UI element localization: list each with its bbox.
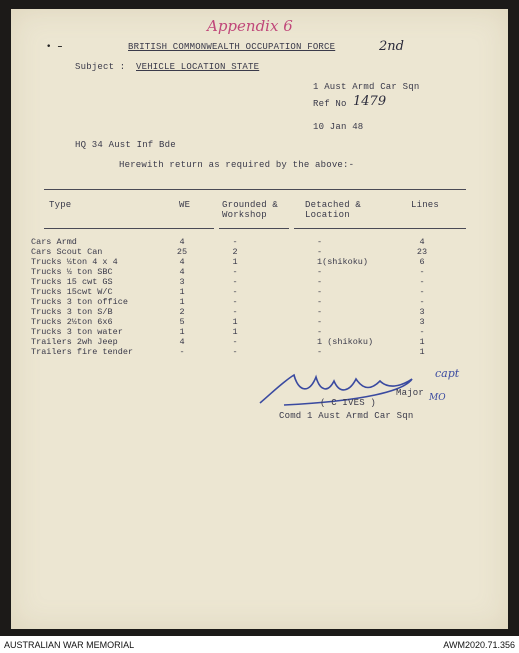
archive-footer (0, 636, 519, 653)
row-9-type: Trucks 2½ton 6x6 (31, 317, 113, 327)
detached-column (317, 237, 373, 357)
row-7-we: 1 (179, 297, 185, 307)
header-grounded-1: Grounded & (222, 200, 279, 210)
header-detached-2: Location (305, 210, 350, 220)
intro-text: Herewith return as required by the above:- (119, 160, 355, 170)
row-6-detached: - (317, 287, 323, 297)
row-5-type: Trucks 15 cwt GS (31, 277, 113, 287)
document-page (11, 9, 508, 629)
addressee: HQ 34 Aust Inf Bde (75, 140, 176, 150)
row-6-lines: - (419, 287, 425, 297)
row-2-we: 25 (176, 247, 188, 257)
row-11-grounded: - (232, 337, 238, 347)
row-8-detached: - (317, 307, 323, 317)
row-12-type: Trailers fire tender (31, 347, 134, 357)
row-5-grounded: - (232, 277, 238, 287)
row-8-lines: 3 (419, 307, 425, 317)
row-12-lines: 1 (419, 347, 425, 357)
ref-number: 1479 (353, 94, 387, 109)
date: 10 Jan 48 (313, 122, 364, 132)
row-1-detached: - (317, 237, 323, 247)
lines-column (414, 237, 430, 357)
row-8-grounded: - (232, 307, 238, 317)
row-9-lines: 3 (419, 317, 425, 327)
row-4-detached: - (317, 267, 323, 277)
row-5-detached: - (317, 277, 323, 287)
row-12-detached: - (317, 347, 323, 357)
subject-label: Subject : (75, 62, 126, 72)
row-4-type: Trucks ½ ton SBC (31, 267, 113, 277)
header-detached-1: Detached & (305, 200, 362, 210)
row-10-grounded: 1 (232, 327, 238, 337)
we-column (174, 237, 190, 357)
row-2-grounded: 2 (232, 247, 238, 257)
row-4-we: 4 (179, 267, 185, 277)
row-12-we: - (179, 347, 185, 357)
row-2-type: Cars Scout Can (31, 247, 103, 257)
row-5-lines: - (419, 277, 425, 287)
row-2-lines: 23 (416, 247, 428, 257)
row-1-we: 4 (179, 237, 185, 247)
header-lines: Lines (411, 200, 440, 210)
margin-mark: • – (46, 42, 63, 52)
row-3-we: 4 (179, 257, 185, 267)
signatory-title: Comd 1 Aust Armd Car Sqn (279, 411, 414, 421)
row-10-type: Trucks 3 ton water (31, 327, 123, 337)
row-3-detached: 1(shikoku) (317, 257, 369, 267)
row-8-type: Trucks 3 ton S/B (31, 307, 113, 317)
row-5-we: 3 (179, 277, 185, 287)
row-6-grounded: - (232, 287, 238, 297)
row-11-we: 4 (179, 337, 185, 347)
sender-unit: 1 Aust Armd Car Sqn (313, 82, 420, 92)
row-3-grounded: 1 (232, 257, 238, 267)
row-4-lines: - (419, 267, 425, 277)
row-9-detached: - (317, 317, 323, 327)
row-11-lines: 1 (419, 337, 425, 347)
row-6-type: Trucks 15cwt W/C (31, 287, 113, 297)
header-rule-grounded (219, 228, 289, 229)
row-6-we: 1 (179, 287, 185, 297)
hand-note-mo: MO (429, 393, 446, 403)
handwritten-mark: 2nd (379, 39, 404, 54)
appendix-annotation: Appendix 6 (207, 17, 293, 35)
hand-note-capt: capt (435, 367, 460, 380)
row-10-we: 1 (179, 327, 185, 337)
row-7-lines: - (419, 297, 425, 307)
row-7-grounded: - (232, 297, 238, 307)
subject-text: VEHICLE LOCATION STATE (136, 62, 260, 72)
archive-id: AWM2020.71.356 (443, 640, 515, 650)
row-10-lines: - (419, 327, 425, 337)
signatory-name: ( C IVES ) (320, 398, 377, 408)
header-rule-detached (294, 228, 466, 229)
signatory-rank: Major (396, 388, 425, 398)
row-3-lines: 6 (419, 257, 425, 267)
grounded-column (227, 237, 243, 357)
table-top-rule (44, 189, 466, 190)
row-10-detached: - (317, 327, 323, 337)
row-3-type: Trucks ½ton 4 x 4 (31, 257, 118, 267)
row-7-detached: - (317, 297, 323, 307)
ref-label: Ref No (313, 99, 347, 109)
header-we: WE (179, 200, 191, 210)
row-9-we: 5 (179, 317, 185, 327)
row-1-grounded: - (232, 237, 238, 247)
row-9-grounded: 1 (232, 317, 238, 327)
archive-name: AUSTRALIAN WAR MEMORIAL (4, 640, 135, 650)
row-8-we: 2 (179, 307, 185, 317)
header-type: Type (49, 200, 72, 210)
row-12-grounded: - (232, 347, 238, 357)
row-11-type: Trailers 2wh Jeep (31, 337, 118, 347)
row-1-lines: 4 (419, 237, 425, 247)
row-7-type: Trucks 3 ton office (31, 297, 128, 307)
row-2-detached: - (317, 247, 323, 257)
header-rule-type (44, 228, 214, 229)
org-heading: BRITISH COMMONWEALTH OCCUPATION FORCE (128, 42, 336, 52)
row-4-grounded: - (232, 267, 238, 277)
type-column (31, 237, 133, 357)
row-1-type: Cars Armd (31, 237, 77, 247)
row-11-detached: 1 (shikoku) (317, 337, 374, 347)
header-grounded-2: Workshop (222, 210, 267, 220)
